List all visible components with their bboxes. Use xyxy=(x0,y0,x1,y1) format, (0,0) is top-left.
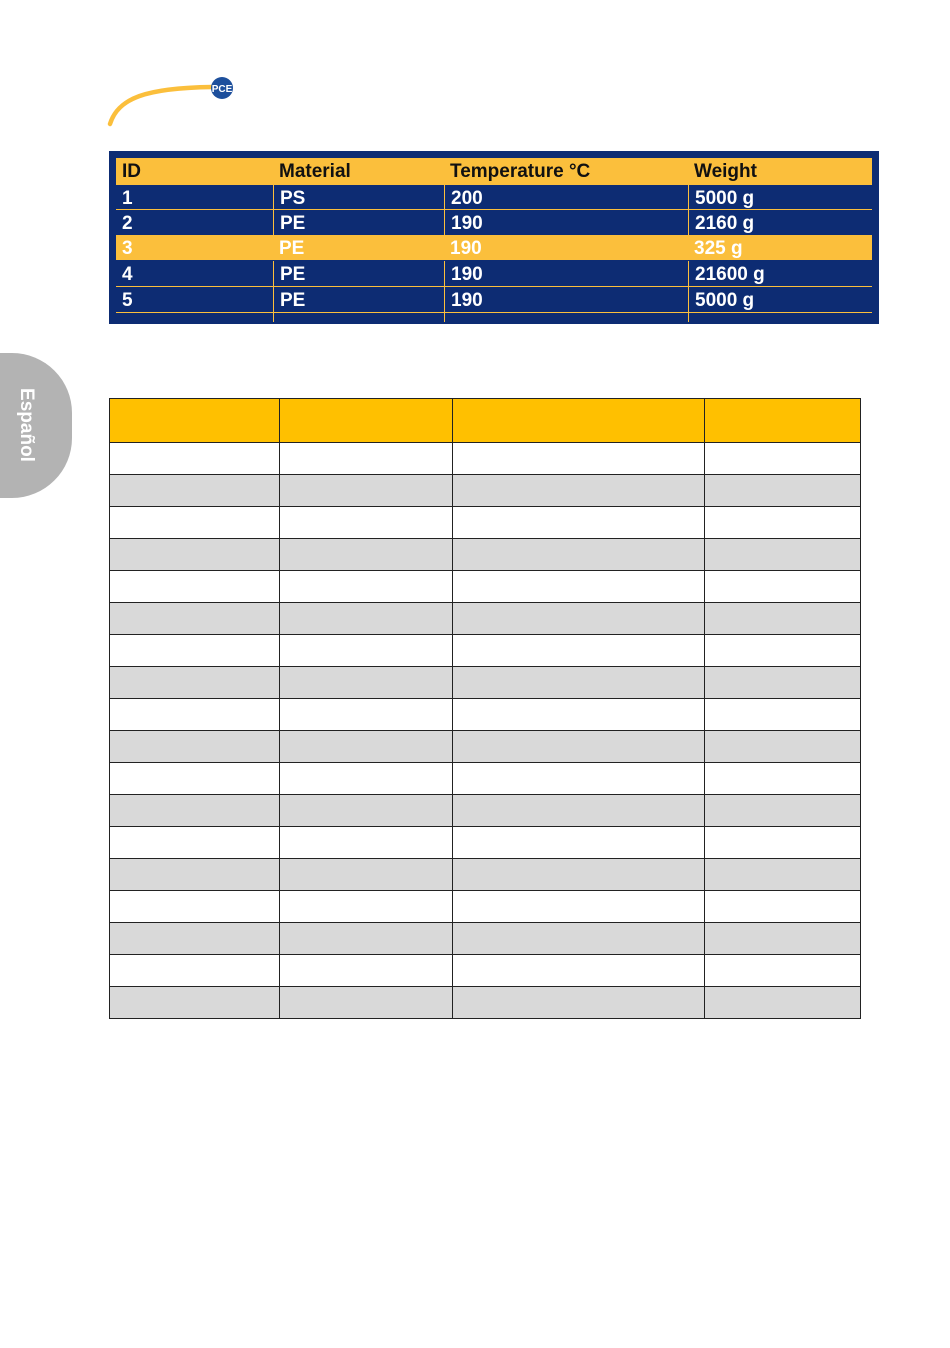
form-cell xyxy=(453,987,705,1019)
example-table-row-highlighted xyxy=(116,235,872,260)
form-cell xyxy=(453,539,705,571)
form-cell xyxy=(280,987,453,1019)
cell-weight: 5000 g xyxy=(688,287,872,312)
form-cell xyxy=(705,443,861,475)
form-cell xyxy=(705,635,861,667)
form-cell xyxy=(280,955,453,987)
form-table-row xyxy=(110,539,861,571)
form-cell xyxy=(110,539,280,571)
form-table-row xyxy=(110,827,861,859)
form-cell xyxy=(705,891,861,923)
form-cell xyxy=(453,827,705,859)
form-cell xyxy=(110,795,280,827)
cell-material: PE xyxy=(273,261,444,286)
form-table-row xyxy=(110,859,861,891)
form-cell xyxy=(110,603,280,635)
form-cell xyxy=(453,635,705,667)
cell-id: 1 xyxy=(122,188,133,209)
form-cell xyxy=(280,891,453,923)
form-cell xyxy=(110,443,280,475)
cell-material: PE xyxy=(273,287,444,312)
language-tab-label: Español xyxy=(16,388,37,462)
form-table-row xyxy=(110,443,861,475)
logo-swoosh xyxy=(110,87,212,124)
form-cell xyxy=(705,571,861,603)
form-cell xyxy=(280,827,453,859)
form-cell xyxy=(453,571,705,603)
form-cell xyxy=(705,795,861,827)
form-cell xyxy=(705,731,861,763)
form-table-row xyxy=(110,763,861,795)
form-cell xyxy=(280,539,453,571)
form-cell xyxy=(453,667,705,699)
form-cell xyxy=(110,763,280,795)
blank-form-table xyxy=(109,398,861,1019)
form-table-header xyxy=(110,399,861,443)
form-cell xyxy=(280,795,453,827)
form-cell xyxy=(110,955,280,987)
form-cell xyxy=(280,571,453,603)
example-table-row xyxy=(116,261,872,286)
form-table-row xyxy=(110,635,861,667)
cell-temperature: 190 xyxy=(450,238,482,259)
form-cell xyxy=(110,635,280,667)
example-table-row xyxy=(116,210,872,235)
form-cell xyxy=(453,923,705,955)
form-cell xyxy=(453,507,705,539)
form-cell xyxy=(453,859,705,891)
form-cell xyxy=(453,603,705,635)
form-cell xyxy=(705,699,861,731)
form-cell xyxy=(110,731,280,763)
example-table-row xyxy=(116,287,872,312)
cell-temperature: 190 xyxy=(444,210,688,235)
form-cell xyxy=(110,987,280,1019)
form-cell xyxy=(705,859,861,891)
cell-temperature: 190 xyxy=(444,261,688,286)
form-cell xyxy=(110,891,280,923)
header-id: ID xyxy=(122,161,141,182)
form-header-cell xyxy=(453,399,705,443)
header-material: Material xyxy=(279,161,351,182)
form-cell xyxy=(705,827,861,859)
form-cell xyxy=(705,667,861,699)
form-cell xyxy=(453,891,705,923)
pce-logo xyxy=(106,76,256,128)
form-cell xyxy=(280,635,453,667)
form-cell xyxy=(705,955,861,987)
form-table-row xyxy=(110,475,861,507)
form-cell xyxy=(110,827,280,859)
cell-weight: 325 g xyxy=(694,238,743,259)
form-cell xyxy=(453,955,705,987)
form-cell xyxy=(705,987,861,1019)
form-header-cell xyxy=(280,399,453,443)
cell-material: PE xyxy=(279,238,305,259)
form-cell xyxy=(280,603,453,635)
example-table-row-empty xyxy=(116,313,872,322)
form-header-cell xyxy=(705,399,861,443)
form-cell xyxy=(453,475,705,507)
form-cell xyxy=(280,731,453,763)
cell-material: PE xyxy=(273,210,444,235)
form-cell xyxy=(453,795,705,827)
form-cell xyxy=(110,507,280,539)
logo-text: PCE xyxy=(211,84,233,95)
form-cell xyxy=(705,763,861,795)
form-cell xyxy=(705,923,861,955)
form-table-row xyxy=(110,955,861,987)
cell-id: 3 xyxy=(122,238,133,259)
example-table-header xyxy=(116,158,872,183)
form-cell xyxy=(110,923,280,955)
form-cell xyxy=(280,475,453,507)
form-cell xyxy=(705,603,861,635)
form-table-row xyxy=(110,923,861,955)
cell-id: 5 xyxy=(122,290,133,311)
form-table-row xyxy=(110,507,861,539)
form-cell xyxy=(280,699,453,731)
form-table-row xyxy=(110,891,861,923)
form-cell xyxy=(453,763,705,795)
form-table-row xyxy=(110,571,861,603)
cell-temperature: 200 xyxy=(444,185,688,210)
form-table-row xyxy=(110,699,861,731)
form-table-body xyxy=(110,443,861,1019)
form-table-row xyxy=(110,603,861,635)
form-cell xyxy=(280,667,453,699)
cell-material: PS xyxy=(273,185,444,210)
cell-id: 2 xyxy=(122,213,133,234)
form-cell xyxy=(110,699,280,731)
example-table-row xyxy=(116,185,872,210)
form-cell xyxy=(453,731,705,763)
form-cell xyxy=(453,443,705,475)
cell-weight: 2160 g xyxy=(688,210,872,235)
form-cell xyxy=(110,475,280,507)
form-cell xyxy=(280,763,453,795)
form-table-row xyxy=(110,987,861,1019)
header-weight: Weight xyxy=(694,161,757,182)
form-cell xyxy=(280,859,453,891)
form-header-cell xyxy=(110,399,280,443)
form-cell xyxy=(110,667,280,699)
form-table-row xyxy=(110,667,861,699)
cell-temperature: 190 xyxy=(444,287,688,312)
cell-weight: 5000 g xyxy=(688,185,872,210)
form-cell xyxy=(280,507,453,539)
form-cell xyxy=(110,859,280,891)
form-cell xyxy=(110,571,280,603)
form-cell xyxy=(705,539,861,571)
cell-id: 4 xyxy=(122,264,133,285)
form-cell xyxy=(280,923,453,955)
form-table-row xyxy=(110,731,861,763)
form-table-row xyxy=(110,795,861,827)
cell-weight: 21600 g xyxy=(688,261,872,286)
form-cell xyxy=(705,475,861,507)
example-table-screenshot xyxy=(109,151,879,324)
form-cell xyxy=(280,443,453,475)
form-cell xyxy=(705,507,861,539)
header-temperature: Temperature °C xyxy=(450,161,591,182)
form-cell xyxy=(453,699,705,731)
